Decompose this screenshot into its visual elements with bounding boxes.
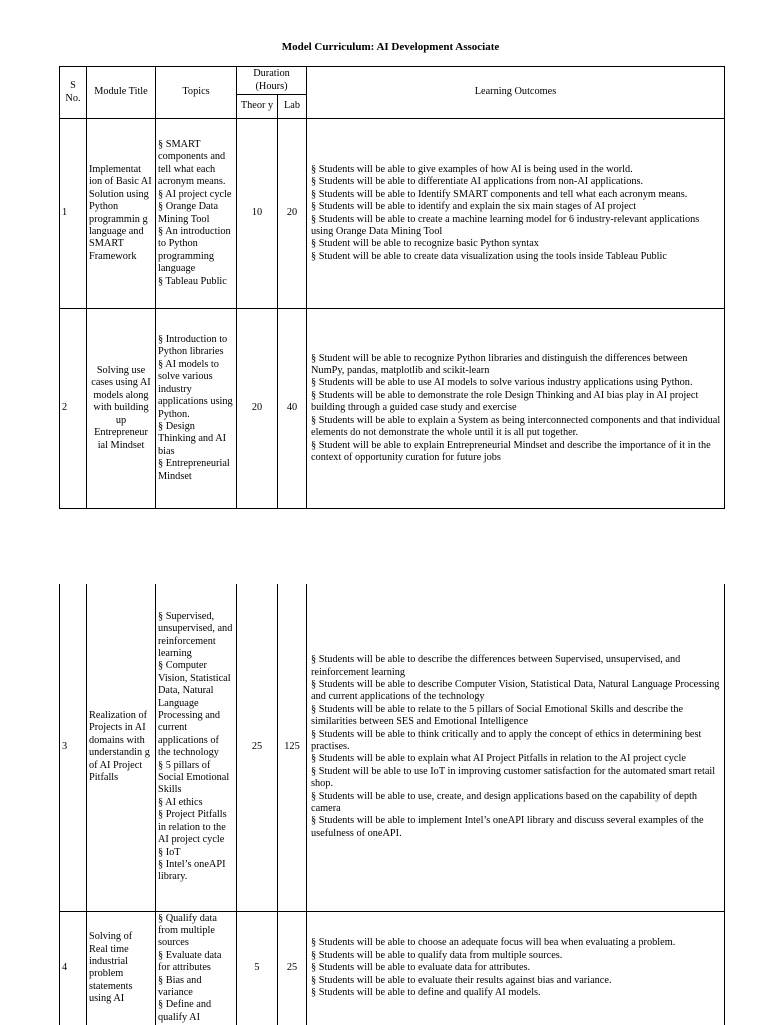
topic-item: § Evaluate data for attributes — [158, 949, 222, 974]
topic-item: § An introduction to Python programming language — [158, 225, 231, 275]
topic-item: § AI ethics — [158, 796, 203, 808]
outcome-item: § Students will be able to evaluate data for attributes. — [311, 962, 531, 974]
header-duration: Duration (Hours) — [237, 67, 307, 95]
outcome-item: § Students will be able to differentiate AI applications from non-AI applications. — [311, 176, 644, 188]
topic-item: § Define and qualify AI — [158, 999, 212, 1023]
outcome-item: § Students will be able to explain a System as being interconnected components and that individual elements do not demonstrate the whole until it is all put together. — [311, 414, 721, 439]
topic-item: § Qualify data from multiple sources — [158, 912, 217, 949]
topic-item: § Project Pitfalls in relation to the AI project cycle — [158, 809, 227, 846]
header-lab: Lab — [278, 95, 307, 119]
row-topics — [156, 584, 237, 911]
row-topics — [156, 309, 237, 509]
row-lab-hours: 125 — [278, 584, 307, 911]
curriculum-table-continued — [59, 584, 725, 1025]
topic-item: § SMART components and tell what each acronym means. — [158, 139, 226, 188]
topic-item: § Computer Vision, Statistical Data, Natural Language Processing and current applications of the technology — [158, 660, 231, 759]
topic-item: § 5 pillars of Social Emotional Skills — [158, 759, 230, 796]
table-row — [60, 309, 725, 509]
outcome-item: § Students will be able to relate to the 5 pillars of Social Emotional Skills and describe the similarities between SES and Emotional Intelligence — [311, 703, 684, 728]
row-sno: 4 — [60, 911, 87, 1025]
header-module-title: Module Title — [87, 67, 156, 119]
header-topics: Topics — [156, 67, 237, 119]
outcome-item: § Students will be able to create a machine learning model for 6 industry-relevant applications using Orange Data Mining Tool — [311, 213, 700, 237]
outcome-item: § Student will be able to create data visualization using the tools inside Tableau Public — [311, 250, 667, 262]
row-topics — [156, 119, 237, 309]
row-theory-hours: 5 — [237, 911, 278, 1025]
outcome-item: § Students will be able to implement Intel’s oneAPI library and discuss several examples of the usefulness of oneAPI. — [311, 815, 704, 839]
row-module-title: Solving use cases using AI models along with building up Entrepreneur ial Mindset — [87, 309, 156, 509]
outcome-item: § Student will be able to use IoT in improving customer satisfaction for the automated smart retail shop. — [311, 765, 716, 790]
topic-item: § IoT — [158, 846, 181, 858]
row-theory-hours: 25 — [237, 584, 278, 911]
outcome-item: § Students will be able to use AI models to solve various industry applications using Python. — [311, 377, 693, 389]
curriculum-table — [59, 66, 725, 509]
outcome-item: § Students will be able to Identify SMART components and tell what each acronym means. — [311, 188, 688, 200]
row-module-title: Solving of Real time industrial problem statements using AI — [87, 911, 156, 1025]
header-row — [60, 67, 725, 95]
outcome-item: § Students will be able to identify and explain the six main stages of AI project — [311, 201, 637, 213]
outcome-item: § Students will be able to evaluate their results against bias and variance. — [311, 974, 612, 986]
table-row — [60, 119, 725, 309]
topic-item: § Introduction to Python libraries — [158, 334, 228, 358]
topic-item: § AI project cycle — [158, 188, 232, 200]
row-theory-hours: 20 — [237, 309, 278, 509]
outcome-item: § Student will be able to recognize basic Python syntax — [311, 238, 539, 250]
topic-item: § Supervised, unsupervised, and reinforcement learning — [158, 610, 233, 659]
topic-item: § Bias and variance — [158, 974, 202, 998]
outcome-item: § Students will be able to define and qualify AI models. — [311, 986, 541, 998]
row-outcomes — [307, 584, 725, 911]
header-sno: S No. — [60, 67, 87, 119]
header-theory: Theor y — [237, 95, 278, 119]
topic-item: § Intel’s oneAPI library. — [158, 858, 226, 883]
outcome-item: § Students will be able to give examples of how AI is being used in the world. — [311, 163, 633, 175]
row-module-title: Implementat ion of Basic AI Solution using Python programmin g language and SMART Framework — [87, 119, 156, 309]
outcome-item: § Students will be able to think critically and to apply the concept of ethics in determining best practises. — [311, 728, 702, 753]
topic-item: § Design Thinking and AI bias — [158, 420, 227, 457]
row-lab-hours: 25 — [278, 911, 307, 1025]
row-lab-hours: 40 — [278, 309, 307, 509]
row-sno: 2 — [60, 309, 87, 509]
topic-item: § AI models to solve various industry applications using Python. — [158, 358, 233, 420]
row-sno: 1 — [60, 119, 87, 309]
row-outcomes — [307, 911, 725, 1025]
row-topics — [156, 911, 237, 1025]
row-lab-hours: 20 — [278, 119, 307, 309]
row-sno: 3 — [60, 584, 87, 911]
row-outcomes — [307, 309, 725, 509]
outcome-item: § Students will be able to explain what AI Project Pitfalls in relation to the AI project cycle — [311, 753, 686, 765]
outcome-item: § Students will be able to demonstrate the role Design Thinking and AI bias play in AI project building through a guided case study and exercise — [311, 389, 699, 414]
outcome-item: § Student will be able to recognize Python libraries and distinguish the differences between NumPy, pandas, matplotlib and scikit-learn — [311, 352, 688, 377]
row-module-title: Realization of Projects in AI domains with understandin g of AI Project Pitfalls — [87, 584, 156, 911]
header-learning-outcomes: Learning Outcomes — [307, 67, 725, 119]
topic-item: § Entrepreneurial Mindset — [158, 458, 230, 482]
outcome-item: § Student will be able to explain Entrepreneurial Mindset and describe the importance of it in the context of opportunity curation for future jobs — [311, 439, 711, 463]
row-outcomes — [307, 119, 725, 309]
outcome-item: § Students will be able to use, create, and design applications based on the capability of depth camera — [311, 790, 698, 815]
topic-item: § Orange Data Mining Tool — [158, 201, 219, 225]
outcome-item: § Students will be able to qualify data from multiple sources. — [311, 949, 563, 961]
outcome-item: § Students will be able to describe Computer Vision, Statistical Data, Natural Language Processing and current applications of the technology — [311, 679, 720, 703]
table-row — [60, 911, 725, 1025]
outcome-item: § Students will be able to describe the differences between Supervised, unsupervised, and reinforcement learning — [311, 654, 681, 678]
outcome-item: § Students will be able to choose an adequate focus will bea when evaluating a problem. — [311, 937, 676, 949]
page-title: Model Curriculum: AI Development Associate — [281, 41, 500, 53]
table-row — [60, 584, 725, 911]
topic-item: § Tableau Public — [158, 275, 227, 287]
row-theory-hours: 10 — [237, 119, 278, 309]
